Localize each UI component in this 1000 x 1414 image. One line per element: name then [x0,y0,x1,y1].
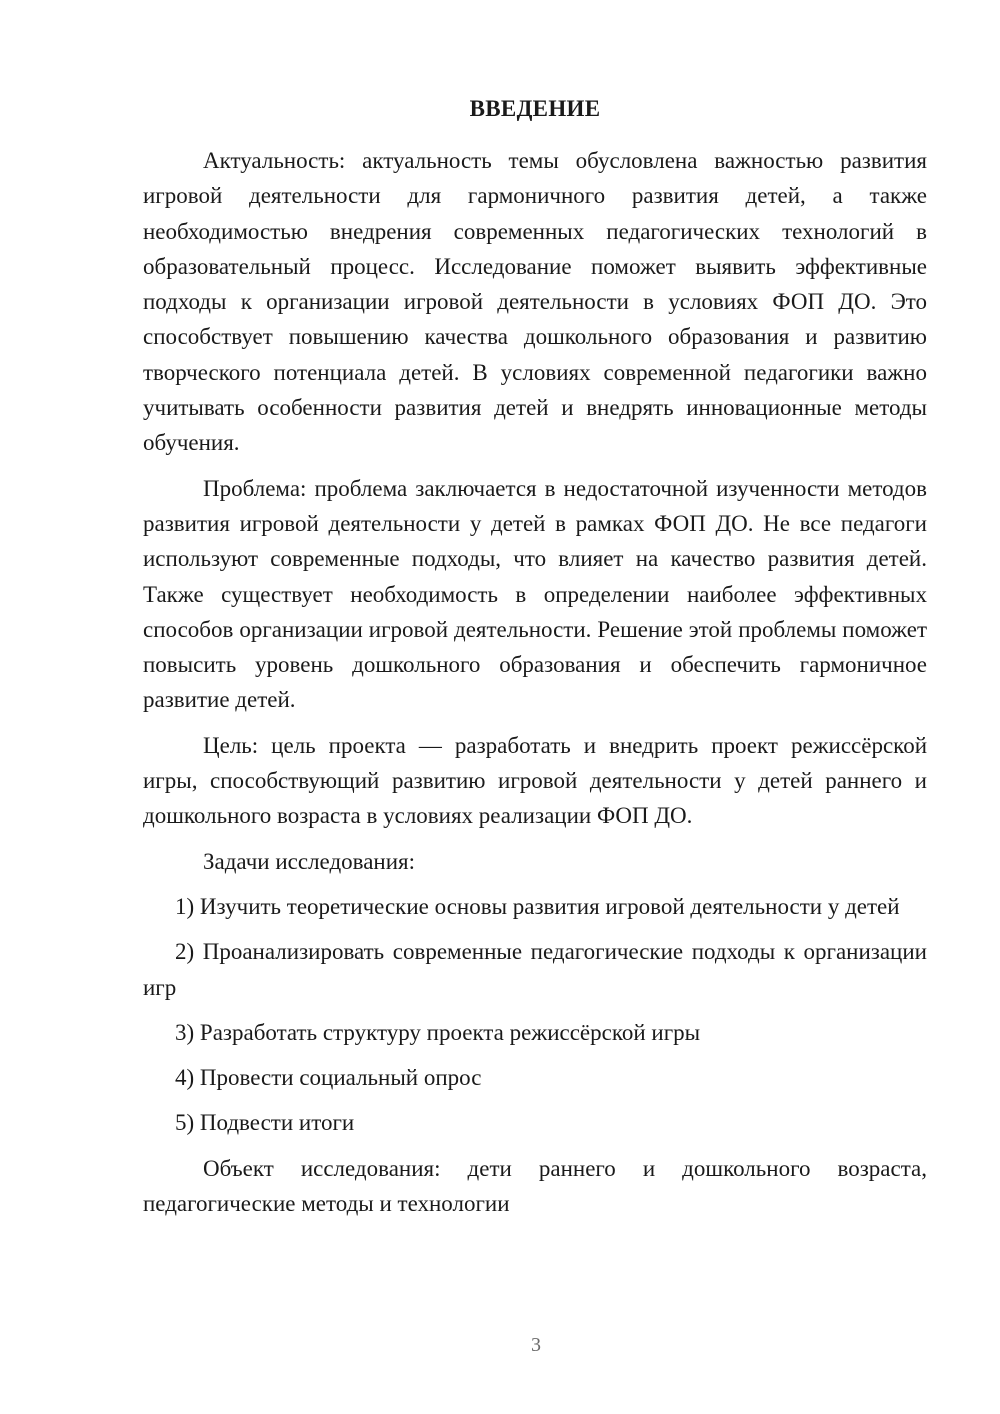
task-item-2: 2) Проанализировать современные педагогические подходы к организации игр [143,939,927,1000]
goal-paragraph: Цель: цель проекта — разработать и внедрить проект режиссёрской игры, способствующий развитию игровой деятельности у детей раннего и дошкольного возраста в условиях реализации ФОП ДО. [143,732,927,829]
tasks-heading: Задачи исследования: [203,848,416,874]
relevance-paragraph: Актуальность: актуальность темы обусловлена важностью развития игровой деятельности для гармоничного развития детей, а также необходимостью внедрения современных педагогических технологий в образовательный процесс. Исследование поможет выявить эффективные подходы к организации игровой деятельности в условиях ФОП ДО. Это способствует повышению качества дошкольного образования и развитию творческого потенциала детей. В условиях современной педагогики важно учитывать особенности развития детей и внедрять инновационные методы обучения. [143,148,927,456]
page-number: 3 [531,1334,541,1356]
task-item-4: 4) Провести социальный опрос [175,1065,482,1091]
task-item-5: 5) Подвести итоги [175,1110,355,1136]
object-paragraph: Объект исследования: дети раннего и дошкольного возраста, педагогические методы и технологии [143,1155,927,1217]
document-body [143,143,927,1221]
problem-paragraph: Проблема: проблема заключается в недостаточной изученности методов развития игровой деятельности у детей в рамках ФОП ДО. Не все педагоги используют современные подходы, что влияет на качество развития детей. Также существует необходимость в определении наиболее эффективных способов организации игровой деятельности. Решение этой проблемы поможет повысить уровень дошкольного образования и обеспечить гармоничное развитие детей. [143,475,927,713]
task-item-3: 3) Разработать структуру проекта режиссёрской игры [175,1019,701,1045]
task-item-1: 1) Изучить теоретические основы развития игровой деятельности у детей [175,893,900,919]
section-title: ВВЕДЕНИЕ [469,96,601,121]
